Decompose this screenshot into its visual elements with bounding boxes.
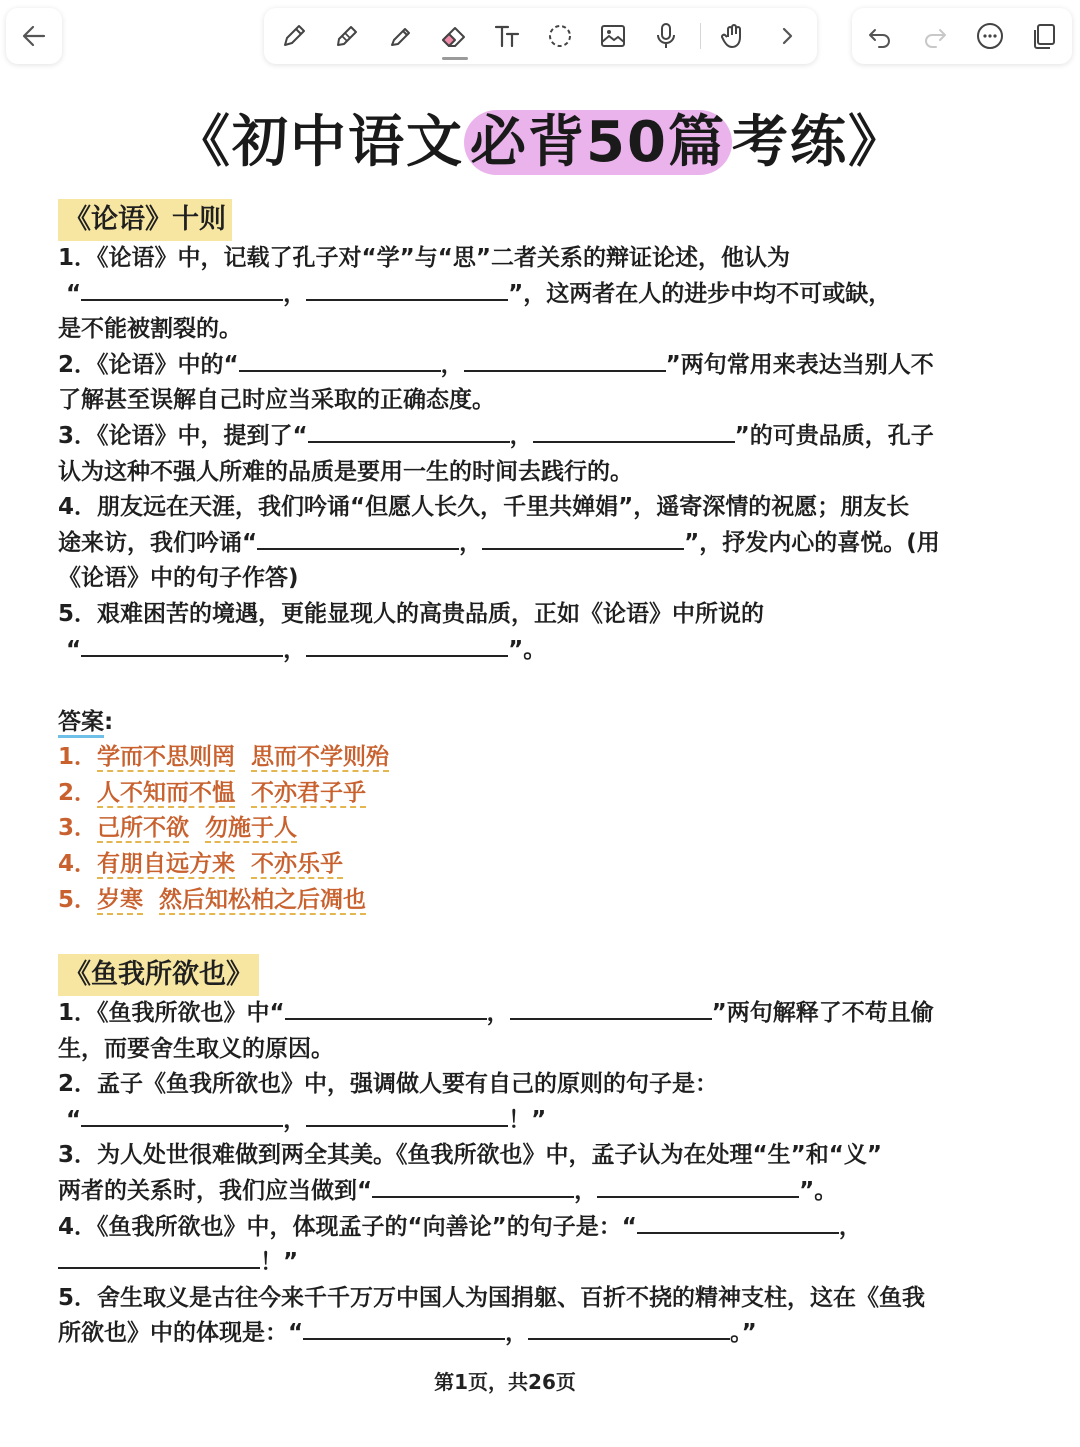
question-line: 5．艰难困苦的境遇，更能显现人的高贵品质，正如《论语》中所说的 bbox=[58, 600, 765, 627]
question-line: 所欲也》中的体现是：“ ， 。” bbox=[58, 1316, 1018, 1352]
pages-icon bbox=[1030, 21, 1060, 51]
document-content bbox=[58, 199, 1018, 1352]
question-line: 5．舍生取义是古往今来千千万万中国人为国捐躯、百折不挠的精神支柱，这在《鱼我 bbox=[58, 1284, 926, 1311]
redo-button[interactable] bbox=[915, 16, 955, 56]
question-line: 2．孟子《鱼我所欲也》中，强调做人要有自己的原则的句子是： bbox=[58, 1071, 719, 1098]
actions-toolbar bbox=[852, 8, 1072, 64]
eraser-icon bbox=[439, 21, 469, 51]
page-title: 《初中语文 必背50篇 考练》 bbox=[174, 110, 906, 175]
pencil-tool-button[interactable] bbox=[327, 16, 367, 56]
answer-blank[interactable] bbox=[637, 1210, 839, 1234]
question-line: 1．《论语》中，记载了孔子对“学”与“思”二者关系的辩证论述，他认为 bbox=[58, 245, 790, 271]
question-line: “ ， ！” bbox=[58, 1103, 1018, 1139]
answer-blank[interactable] bbox=[482, 526, 684, 550]
answer-blank[interactable] bbox=[533, 419, 735, 443]
more-tools-button[interactable] bbox=[767, 16, 807, 56]
lasso-icon bbox=[545, 21, 575, 51]
question-line: “ ， ”。 bbox=[58, 633, 1018, 669]
answer-blank[interactable] bbox=[81, 633, 283, 657]
answer-blank[interactable] bbox=[372, 1174, 574, 1198]
more-options-button[interactable] bbox=[970, 16, 1010, 56]
back-button[interactable] bbox=[6, 8, 62, 64]
answer-blank[interactable] bbox=[306, 633, 508, 657]
toolbar-divider bbox=[700, 23, 701, 49]
question-line: 《论语》中的句子作答) bbox=[58, 565, 299, 592]
redo-icon bbox=[920, 21, 950, 51]
answer-blank[interactable] bbox=[285, 996, 487, 1020]
question-line: “ ， ”，这两者在人的进步中均不可或缺， bbox=[58, 277, 1018, 313]
answer-blank[interactable] bbox=[81, 277, 283, 301]
pen-tool-button[interactable] bbox=[274, 16, 314, 56]
image-tool-button[interactable] bbox=[593, 16, 633, 56]
title-highlight: 必背50篇 bbox=[464, 110, 732, 175]
answer-blank[interactable] bbox=[306, 1103, 508, 1127]
answer-blank[interactable] bbox=[510, 996, 712, 1020]
question-line: 3．《论语》中，提到了“ ， ”的可贵品质，孔子 bbox=[58, 419, 1018, 455]
question-line: 了解甚至误解自己时应当采取的正确态度。 bbox=[58, 387, 495, 414]
question-line: ！” bbox=[58, 1245, 1018, 1281]
question-line: 是不能被割裂的。 bbox=[58, 316, 242, 343]
undo-icon bbox=[865, 21, 895, 51]
answer-blank[interactable] bbox=[58, 1245, 260, 1269]
text-icon bbox=[492, 21, 522, 51]
question-line: 4．《鱼我所欲也》中，体现孟子的“向善论”的句子是：“ ， bbox=[58, 1210, 1018, 1246]
hand-icon bbox=[719, 21, 749, 51]
highlighter-tool-button[interactable] bbox=[380, 16, 420, 56]
answer-item: 5．岁寒 然后知松柏之后凋也 bbox=[58, 886, 367, 913]
pen-icon bbox=[279, 21, 309, 51]
question-line: 1．《鱼我所欲也》中“ ， ”两句解释了不苟且偷 bbox=[58, 996, 1018, 1032]
answer-blank[interactable] bbox=[308, 419, 510, 443]
section-heading-lunyu: 《论语》十则 bbox=[58, 199, 232, 241]
text-tool-button[interactable] bbox=[487, 16, 527, 56]
active-tool-indicator bbox=[442, 57, 468, 60]
ellipsis-circle-icon bbox=[975, 21, 1005, 51]
section-heading-yuwo: 《鱼我所欲也》 bbox=[58, 954, 259, 996]
lasso-tool-button[interactable] bbox=[540, 16, 580, 56]
question-line: 认为这种不强人所难的品质是要用一生的时间去践行的。 bbox=[58, 458, 633, 485]
pages-button[interactable] bbox=[1025, 16, 1065, 56]
answer-item: 2．人不知而不愠 不亦君子乎 bbox=[58, 779, 367, 806]
answer-blank[interactable] bbox=[597, 1174, 799, 1198]
undo-button[interactable] bbox=[860, 16, 900, 56]
image-icon bbox=[598, 21, 628, 51]
question-line: 2．《论语》中的“ ， ”两句常用来表达当别人不 bbox=[58, 348, 1018, 384]
drawing-toolbar bbox=[264, 8, 817, 64]
answer-item: 3．己所不欲 勿施于人 bbox=[58, 815, 298, 842]
answer-blank[interactable] bbox=[239, 348, 441, 372]
page-number: 第1页，共26页 bbox=[434, 1370, 576, 1394]
chevron-right-icon bbox=[772, 21, 802, 51]
question-line: 两者的关系时，我们应当做到“ ， ”。 bbox=[58, 1174, 1018, 1210]
answers-heading: 答案: bbox=[58, 704, 1018, 740]
microphone-tool-button[interactable] bbox=[646, 16, 686, 56]
answer-blank[interactable] bbox=[464, 348, 666, 372]
answer-blank[interactable] bbox=[528, 1316, 730, 1340]
pencil-icon bbox=[332, 21, 362, 51]
question-line: 途来访，我们吟诵“ ， ”，抒发内心的喜悦。(用 bbox=[58, 526, 1018, 562]
question-line: 4．朋友远在天涯，我们吟诵“但愿人长久，千里共婵娟”，遥寄深情的祝愿；朋友长 bbox=[58, 494, 910, 521]
answer-blank[interactable] bbox=[306, 277, 508, 301]
question-line: 生，而要舍生取义的原因。 bbox=[58, 1035, 334, 1062]
answer-item: 1．学而不思则罔 思而不学则殆 bbox=[58, 744, 390, 771]
eraser-tool-button[interactable] bbox=[434, 16, 474, 56]
answer-blank[interactable] bbox=[303, 1316, 505, 1340]
answer-blank[interactable] bbox=[81, 1103, 283, 1127]
hand-tool-button[interactable] bbox=[714, 16, 754, 56]
microphone-icon bbox=[651, 21, 681, 51]
back-arrow-icon bbox=[20, 22, 48, 50]
question-line: 3．为人处世很难做到两全其美。《鱼我所欲也》中，孟子认为在处理“生”和“义” bbox=[58, 1142, 882, 1169]
answer-item: 4．有朋自远方来 不亦乐乎 bbox=[58, 850, 344, 877]
answer-blank[interactable] bbox=[257, 526, 459, 550]
highlighter-icon bbox=[385, 21, 415, 51]
